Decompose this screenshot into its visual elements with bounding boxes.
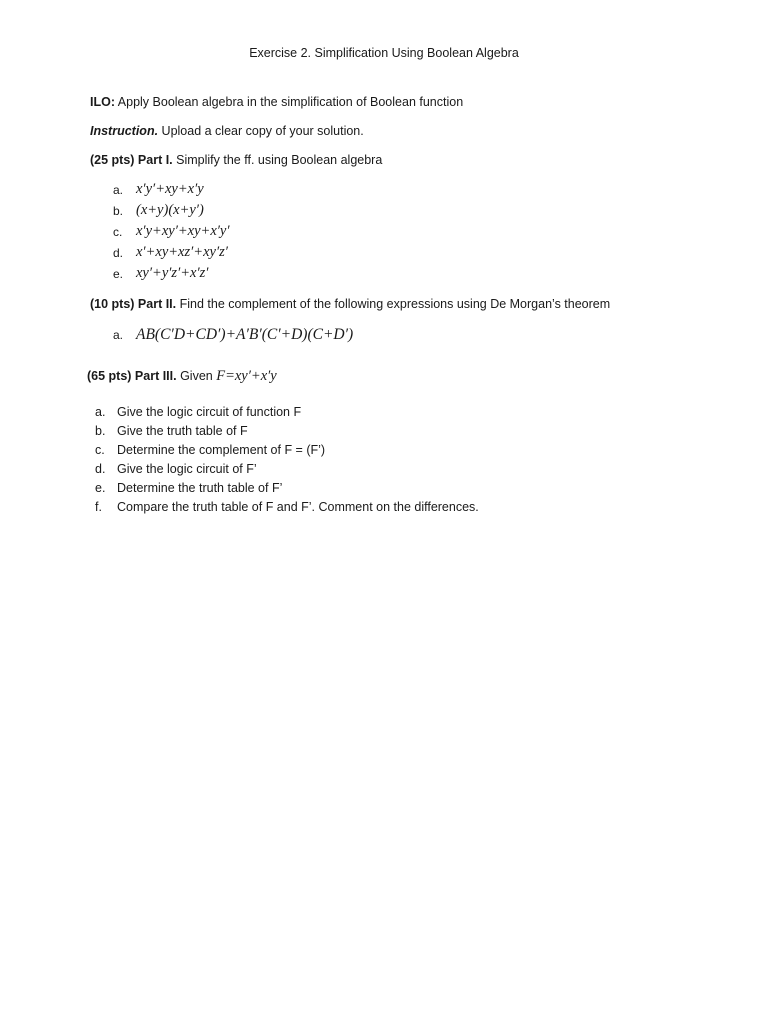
item-letter: b.: [95, 424, 106, 438]
item-text: Give the logic circuit of F’: [117, 462, 257, 476]
part3-list: [95, 405, 479, 519]
part1-list: [113, 181, 230, 286]
item-expression: x′+xy+xz′+xy′z′: [136, 244, 228, 260]
part2-text: Find the complement of the following expressions using De Morgan’s theorem: [176, 297, 611, 311]
item-letter: c.: [95, 443, 105, 457]
item-expression: x′y′+xy+x′y: [136, 181, 204, 197]
ilo-line: [90, 95, 463, 109]
part3-heading: (65 pts) Part III.: [87, 369, 177, 383]
instruction-text: Upload a clear copy of your solution.: [158, 124, 364, 138]
list-item: [113, 223, 230, 244]
item-letter: d.: [95, 462, 106, 476]
item-letter: d.: [113, 246, 124, 260]
instruction-label: Instruction.: [90, 124, 159, 138]
item-expression: xy′+y′z′+x′z′: [136, 265, 209, 281]
item-letter: c.: [113, 225, 123, 239]
list-item: [95, 462, 479, 481]
part2-heading: (10 pts) Part II.: [90, 297, 177, 311]
list-item: [95, 405, 479, 424]
item-expression: (x+y)(x+y′): [136, 202, 204, 218]
item-expression: x′y+xy′+xy+x′y′: [136, 223, 230, 239]
list-item: [113, 265, 230, 286]
part1-heading: (25 pts) Part I.: [90, 153, 173, 167]
list-item: [95, 443, 479, 462]
list-item: [113, 181, 230, 202]
item-expression: AB(C′D+CD′)+A′B′(C′+D)(C+D′): [136, 326, 354, 343]
instruction-line: [90, 124, 364, 138]
part2-list: [113, 326, 353, 347]
item-letter: f.: [95, 500, 102, 514]
page-title: Exercise 2. Simplification Using Boolean Algebra: [249, 46, 519, 60]
list-item: [113, 326, 353, 347]
list-item: [113, 244, 230, 265]
item-text: Determine the complement of F = (F’): [117, 443, 326, 457]
part2-heading-line: [90, 297, 610, 311]
item-text: Give the truth table of F: [117, 424, 248, 438]
list-item: [95, 500, 479, 519]
part1-heading-line: [90, 153, 382, 167]
item-letter: a.: [113, 328, 124, 342]
list-item: [95, 481, 479, 500]
ilo-label: ILO:: [90, 95, 115, 109]
item-text: Determine the truth table of F’: [117, 481, 283, 495]
part3-text: Given: [176, 369, 217, 383]
given-function: F=xy′+x′y: [216, 368, 277, 384]
item-letter: e.: [95, 481, 106, 495]
list-item: [113, 202, 230, 223]
item-text: Give the logic circuit of function F: [117, 405, 302, 419]
item-letter: a.: [113, 183, 124, 197]
item-letter: e.: [113, 267, 124, 281]
part3-heading-line: [87, 368, 277, 385]
part1-text: Simplify the ff. using Boolean algebra: [172, 153, 383, 167]
ilo-text: Apply Boolean algebra in the simplification of Boolean function: [115, 95, 464, 109]
item-letter: a.: [95, 405, 106, 419]
item-letter: b.: [113, 204, 124, 218]
item-text: Compare the truth table of F and F’. Comment on the differences.: [117, 500, 479, 514]
list-item: [95, 424, 479, 443]
